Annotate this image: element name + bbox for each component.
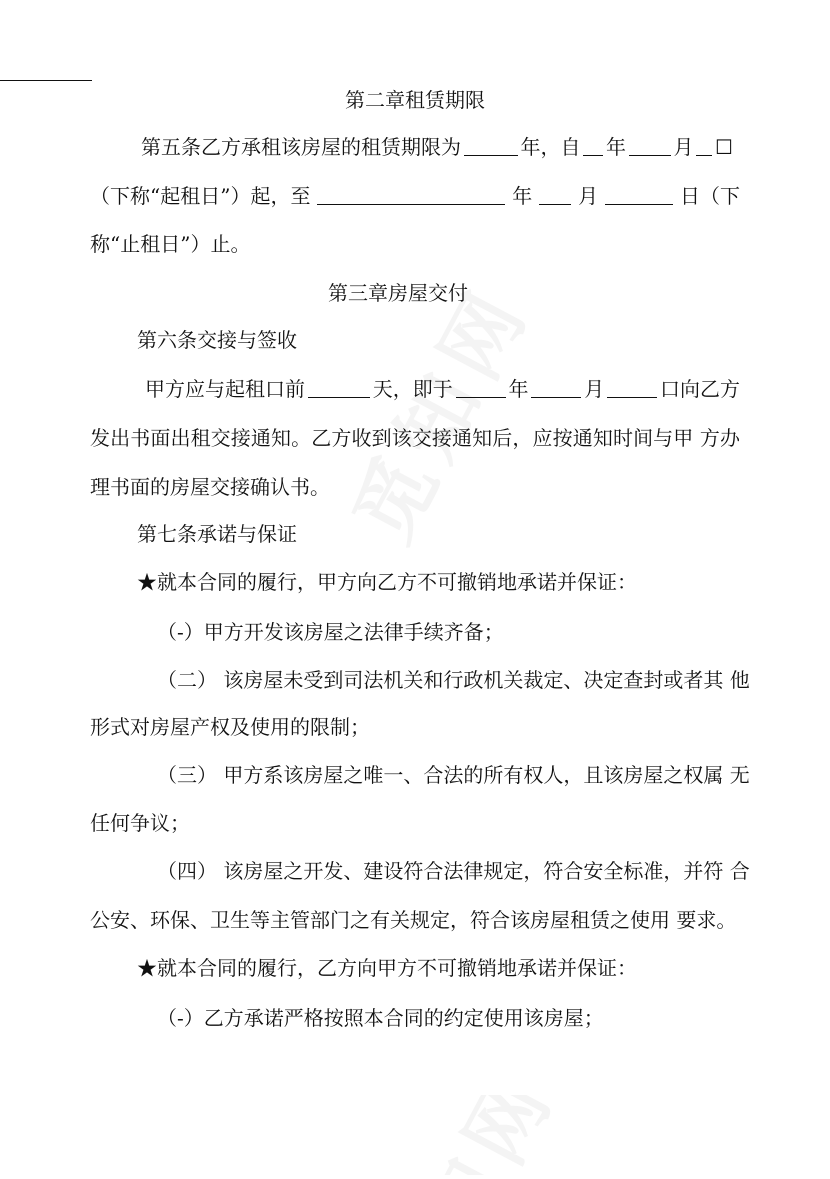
- watermark: [362, 1095, 568, 1175]
- article-5-line-3: 称“止租日”）止。: [90, 232, 251, 256]
- watermark: [337, 275, 543, 556]
- text-segment: 年: [512, 184, 533, 208]
- chapter-3-title: 第三章房屋交付: [328, 281, 468, 305]
- party-a-item-3-line-1: （三） 甲方系该房屋之唯一、合法的所有权人，且该房屋之权属 无: [157, 763, 750, 787]
- chapter-2-title: 第二章租赁期限: [345, 88, 485, 112]
- article-7-heading: 第七条承诺与保证: [137, 522, 297, 546]
- blank-start-day: [696, 137, 712, 156]
- text-segment: 年，自: [520, 135, 581, 159]
- watermark-bottom-clip: [330, 1095, 590, 1175]
- text-segment: 月: [673, 135, 694, 159]
- party-a-item-3-line-2: 任何争议；: [90, 811, 190, 835]
- blank-start-year: [583, 137, 603, 156]
- party-b-item-1: （-）乙方承诺严格按照本合同的约定使用该房屋；: [157, 1006, 604, 1030]
- blank-end-day: [605, 186, 673, 205]
- article-5-line-2: [90, 184, 740, 208]
- article-6-line-1: [145, 377, 740, 401]
- text-segment: 日（下: [679, 184, 740, 208]
- text-segment: 口向乙方: [660, 377, 740, 401]
- article-6-heading: 第六条交接与签收: [137, 328, 297, 352]
- party-a-item-2-line-2: 形式对房屋产权及使用的限制；: [90, 715, 370, 739]
- blank-lease-years: [464, 137, 518, 156]
- blank-year: [456, 379, 506, 398]
- text-segment: 年: [508, 377, 529, 401]
- article-6-line-3: 理书面的房屋交接确认书。: [90, 475, 330, 499]
- text-segment: 第五条乙方承租该房屋的租赁期限为: [141, 135, 461, 159]
- blank-days: [308, 379, 370, 398]
- text-segment: 月: [578, 184, 599, 208]
- party-a-item-4-line-1: （四） 该房屋之开发、建设符合法律规定，符合安全标准，并符 合: [157, 859, 750, 883]
- blank-end-year: [317, 186, 505, 205]
- text-segment: 甲方应与起租口前: [145, 377, 305, 401]
- blank-start-month: [629, 137, 671, 156]
- party-a-item-4-line-2: 公安、环保、卫生等主管部门之有关规定，符合该房屋租赁之使用 要求。: [90, 908, 737, 932]
- blank-end-month: [539, 186, 571, 205]
- blank-day: [607, 379, 657, 398]
- box-glyph: ☐: [715, 135, 733, 159]
- blank-month: [531, 379, 581, 398]
- text-segment: 年: [606, 135, 626, 159]
- header-rule: [0, 80, 92, 81]
- party-a-item-2-line-1: （二） 该房屋未受到司法机关和行政机关裁定、决定查封或者其 他: [157, 668, 750, 692]
- text-segment: 月: [584, 377, 605, 401]
- party-a-intro: ★就本合同的履行，甲方向乙方不可撤销地承诺并保证：: [137, 570, 637, 594]
- article-6-line-2: 发出书面出租交接通知。乙方收到该交接通知后，应按通知时间与甲 方办: [90, 426, 740, 450]
- text-segment: 天，即于: [372, 377, 453, 401]
- party-b-intro: ★就本合同的履行，乙方向甲方不可撤销地承诺并保证：: [137, 956, 637, 980]
- party-a-item-1: （-）甲方开发该房屋之法律手续齐备；: [157, 620, 504, 644]
- text-segment: （下称“起租日”）起，至: [90, 184, 311, 208]
- article-5-line-1: [141, 135, 733, 159]
